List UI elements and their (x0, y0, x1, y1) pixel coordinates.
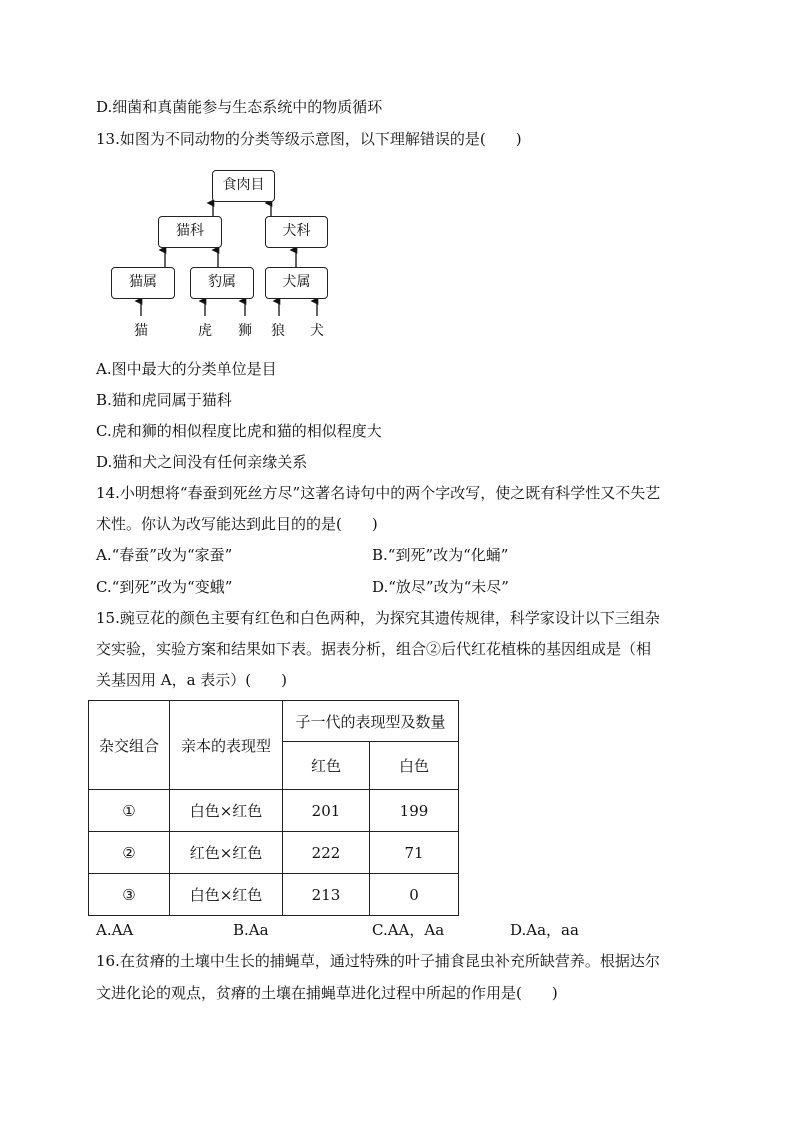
cell-group: ③ (89, 874, 170, 916)
q13-stem: 13.如图为不同动物的分类等级示意图，以下理解错误的是( ) (96, 130, 522, 148)
q15-stem-line3: 关基因用 A，a 表示）( ) (96, 671, 288, 689)
q14-stem-line1: 14.小明想将“春蚕到死丝方尽”这著名诗句中的两个字改写，使之既有科学性又不失艺 (96, 484, 661, 502)
header-cross-group: 杂交组合 (89, 701, 170, 790)
species-lion: 狮 (238, 323, 252, 339)
cell-white: 0 (370, 874, 459, 916)
table-row (89, 832, 459, 874)
header-parent-phenotype: 亲本的表现型 (170, 701, 283, 790)
table-row (89, 790, 459, 832)
q13-option-b: B.猫和虎同属于猫科 (96, 391, 232, 409)
q15-stem-line1: 15.豌豆花的颜色主要有红色和白色两种，为探究其遗传规律，科学家设计以下三组杂 (96, 609, 660, 627)
q14-option-c: C.“到死”改为“变蛾” (96, 578, 233, 596)
node-genus-panthera: 豹属 (190, 267, 254, 299)
q14-option-b: B.“到死”改为“化蛹” (372, 546, 509, 564)
header-offspring: 子一代的表现型及数量 (283, 701, 459, 742)
q16-stem-line2: 文进化论的观点，贫瘠的土壤在捕蝇草进化过程中所起的作用是( ) (96, 984, 558, 1002)
node-genus-felis: 猫属 (111, 267, 175, 299)
q15-stem-line2: 交实验，实验方案和结果如下表。据表分析，组合②后代红花植株的基因组成是（相 (96, 640, 652, 658)
q13-option-d: D.猫和犬之间没有任何亲缘关系 (96, 453, 308, 471)
q15-option-c: C.AA，Aa (372, 921, 445, 939)
cell-white: 71 (370, 832, 459, 874)
diagram-arrows (0, 0, 794, 360)
q15-option-d: D.Aa，aa (510, 921, 579, 939)
q14-option-a: A.“春蚕”改为“家蚕” (96, 546, 233, 564)
q15-option-a: A.AA (96, 921, 134, 939)
node-family-dog: 犬科 (265, 216, 328, 248)
node-genus-canis: 犬属 (265, 267, 328, 299)
q14-stem-line2: 术性。你认为改写能达到此目的的是( ) (96, 515, 378, 533)
species-dog: 犬 (310, 323, 324, 339)
cell-parent: 白色×红色 (170, 874, 283, 916)
q16-stem-line1: 16.在贫瘠的土壤中生长的捕蝇草，通过特殊的叶子捕食昆虫补充所缺营养。根据达尔 (96, 952, 660, 970)
header-white: 白色 (370, 742, 459, 790)
table-header-row (89, 701, 459, 742)
q15-option-b: B.Aa (233, 921, 269, 939)
node-family-cat: 猫科 (158, 216, 222, 248)
species-wolf: 狼 (271, 323, 285, 339)
cell-red: 213 (283, 874, 370, 916)
cell-red: 201 (283, 790, 370, 832)
species-cat: 猫 (134, 323, 148, 339)
node-order: 食肉目 (212, 170, 275, 202)
cell-group: ① (89, 790, 170, 832)
cross-results-table (88, 700, 459, 916)
q13-option-c: C.虎和狮的相似程度比虎和猫的相似程度大 (96, 422, 382, 440)
q14-option-d: D.“放尽”改为“未尽” (372, 578, 509, 596)
header-red: 红色 (283, 742, 370, 790)
cell-parent: 白色×红色 (170, 790, 283, 832)
cell-white: 199 (370, 790, 459, 832)
cell-parent: 红色×红色 (170, 832, 283, 874)
species-tiger: 虎 (198, 323, 212, 339)
q12-option-d: D.细菌和真菌能参与生态系统中的物质循环 (96, 98, 383, 116)
q13-option-a: A.图中最大的分类单位是目 (96, 360, 277, 378)
cell-red: 222 (283, 832, 370, 874)
cell-group: ② (89, 832, 170, 874)
table-row (89, 874, 459, 916)
